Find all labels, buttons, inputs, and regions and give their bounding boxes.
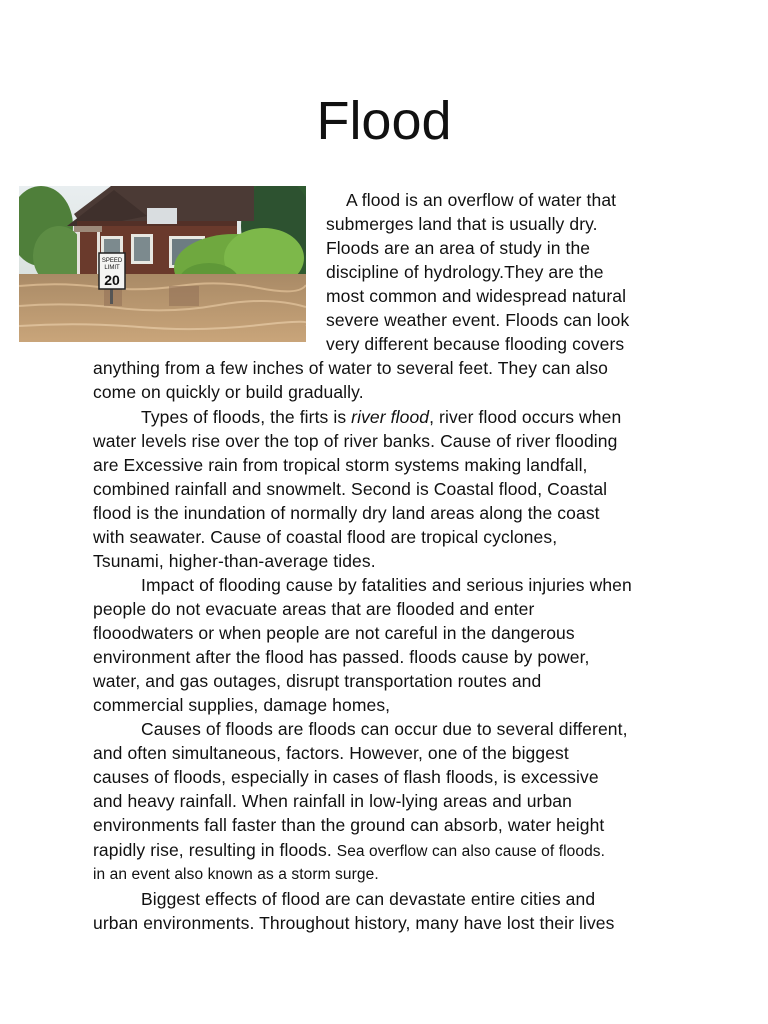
- paragraph-line: with seawater. Cause of coastal flood are tropical cyclones,: [93, 527, 558, 547]
- paragraph-line: environment after the flood has passed. floods cause by power,: [93, 647, 590, 667]
- paragraph-line: and heavy rainfall. When rainfall in low-lying areas and urban: [93, 791, 572, 811]
- paragraph-line: commercial supplies, damage homes,: [93, 695, 391, 715]
- paragraph-line: water levels rise over the top of river banks. Cause of river flooding: [93, 431, 618, 451]
- paragraph-line: flood is the inundation of normally dry land areas along the coast: [93, 503, 600, 523]
- paragraph-line: Impact of flooding cause by fatalities and serious injuries when: [141, 575, 632, 595]
- paragraph-line: Causes of floods are floods can occur due to several different,: [141, 719, 628, 739]
- paragraph-line: Tsunami, higher-than-average tides.: [93, 551, 376, 571]
- paragraph-line: very different because flooding covers: [326, 334, 625, 354]
- paragraph-line: people do not evacuate areas that are flooded and enter: [93, 599, 535, 619]
- paragraph-line: urban environments. Throughout history, many have lost their lives: [93, 913, 615, 933]
- sign-text-speed: SPEED: [101, 258, 123, 264]
- sign-text-limit: LIMIT: [104, 265, 120, 271]
- line-text: , river flood occurs when: [429, 407, 622, 427]
- paragraph-line: [93, 838, 605, 864]
- paragraph-line: come on quickly or build gradually.: [93, 382, 364, 402]
- paragraph-line: combined rainfall and snowmelt. Second is Coastal flood, Coastal: [93, 479, 608, 499]
- line-text: Types of floods, the firts is: [141, 407, 352, 427]
- paragraph-line: water, and gas outages, disrupt transportation routes and: [93, 671, 542, 691]
- sign-text-number: 20: [104, 272, 120, 288]
- flooded-house-photo: [19, 186, 306, 342]
- paragraph-line: anything from a few inches of water to several feet. They can also: [93, 358, 609, 378]
- italic-term: river flood: [351, 407, 430, 427]
- paragraph-line: severe weather event. Floods can look: [326, 310, 630, 330]
- paragraph-line: are Excessive rain from tropical storm systems making landfall,: [93, 455, 588, 475]
- paragraph-line: Biggest effects of flood are can devastate entire cities and: [141, 889, 596, 909]
- paragraph-line: submerges land that is usually dry.: [326, 214, 598, 234]
- paragraph-line: flooodwaters or when people are not careful in the dangerous: [93, 623, 575, 643]
- paragraph-line: discipline of hydrology.They are the: [326, 262, 604, 282]
- line-text: rapidly rise, resulting in floods.: [93, 840, 337, 860]
- page-title: Flood: [316, 91, 452, 151]
- paragraph-line: Floods are an area of study in the: [326, 238, 591, 258]
- paragraph-line: causes of floods, especially in cases of flash floods, is excessive: [93, 767, 599, 787]
- paragraph-line: in an event also known as a storm surge.: [93, 866, 379, 883]
- paragraph-line: [141, 405, 621, 429]
- line-text-small: Sea overflow can also cause of floods.: [336, 843, 606, 860]
- paragraph-line: most common and widespread natural: [326, 286, 627, 306]
- paragraph-line: environments fall faster than the ground can absorb, water height: [93, 815, 605, 835]
- paragraph-line: and often simultaneous, factors. However, one of the biggest: [93, 743, 569, 763]
- paragraph-line: A flood is an overflow of water that: [346, 190, 617, 210]
